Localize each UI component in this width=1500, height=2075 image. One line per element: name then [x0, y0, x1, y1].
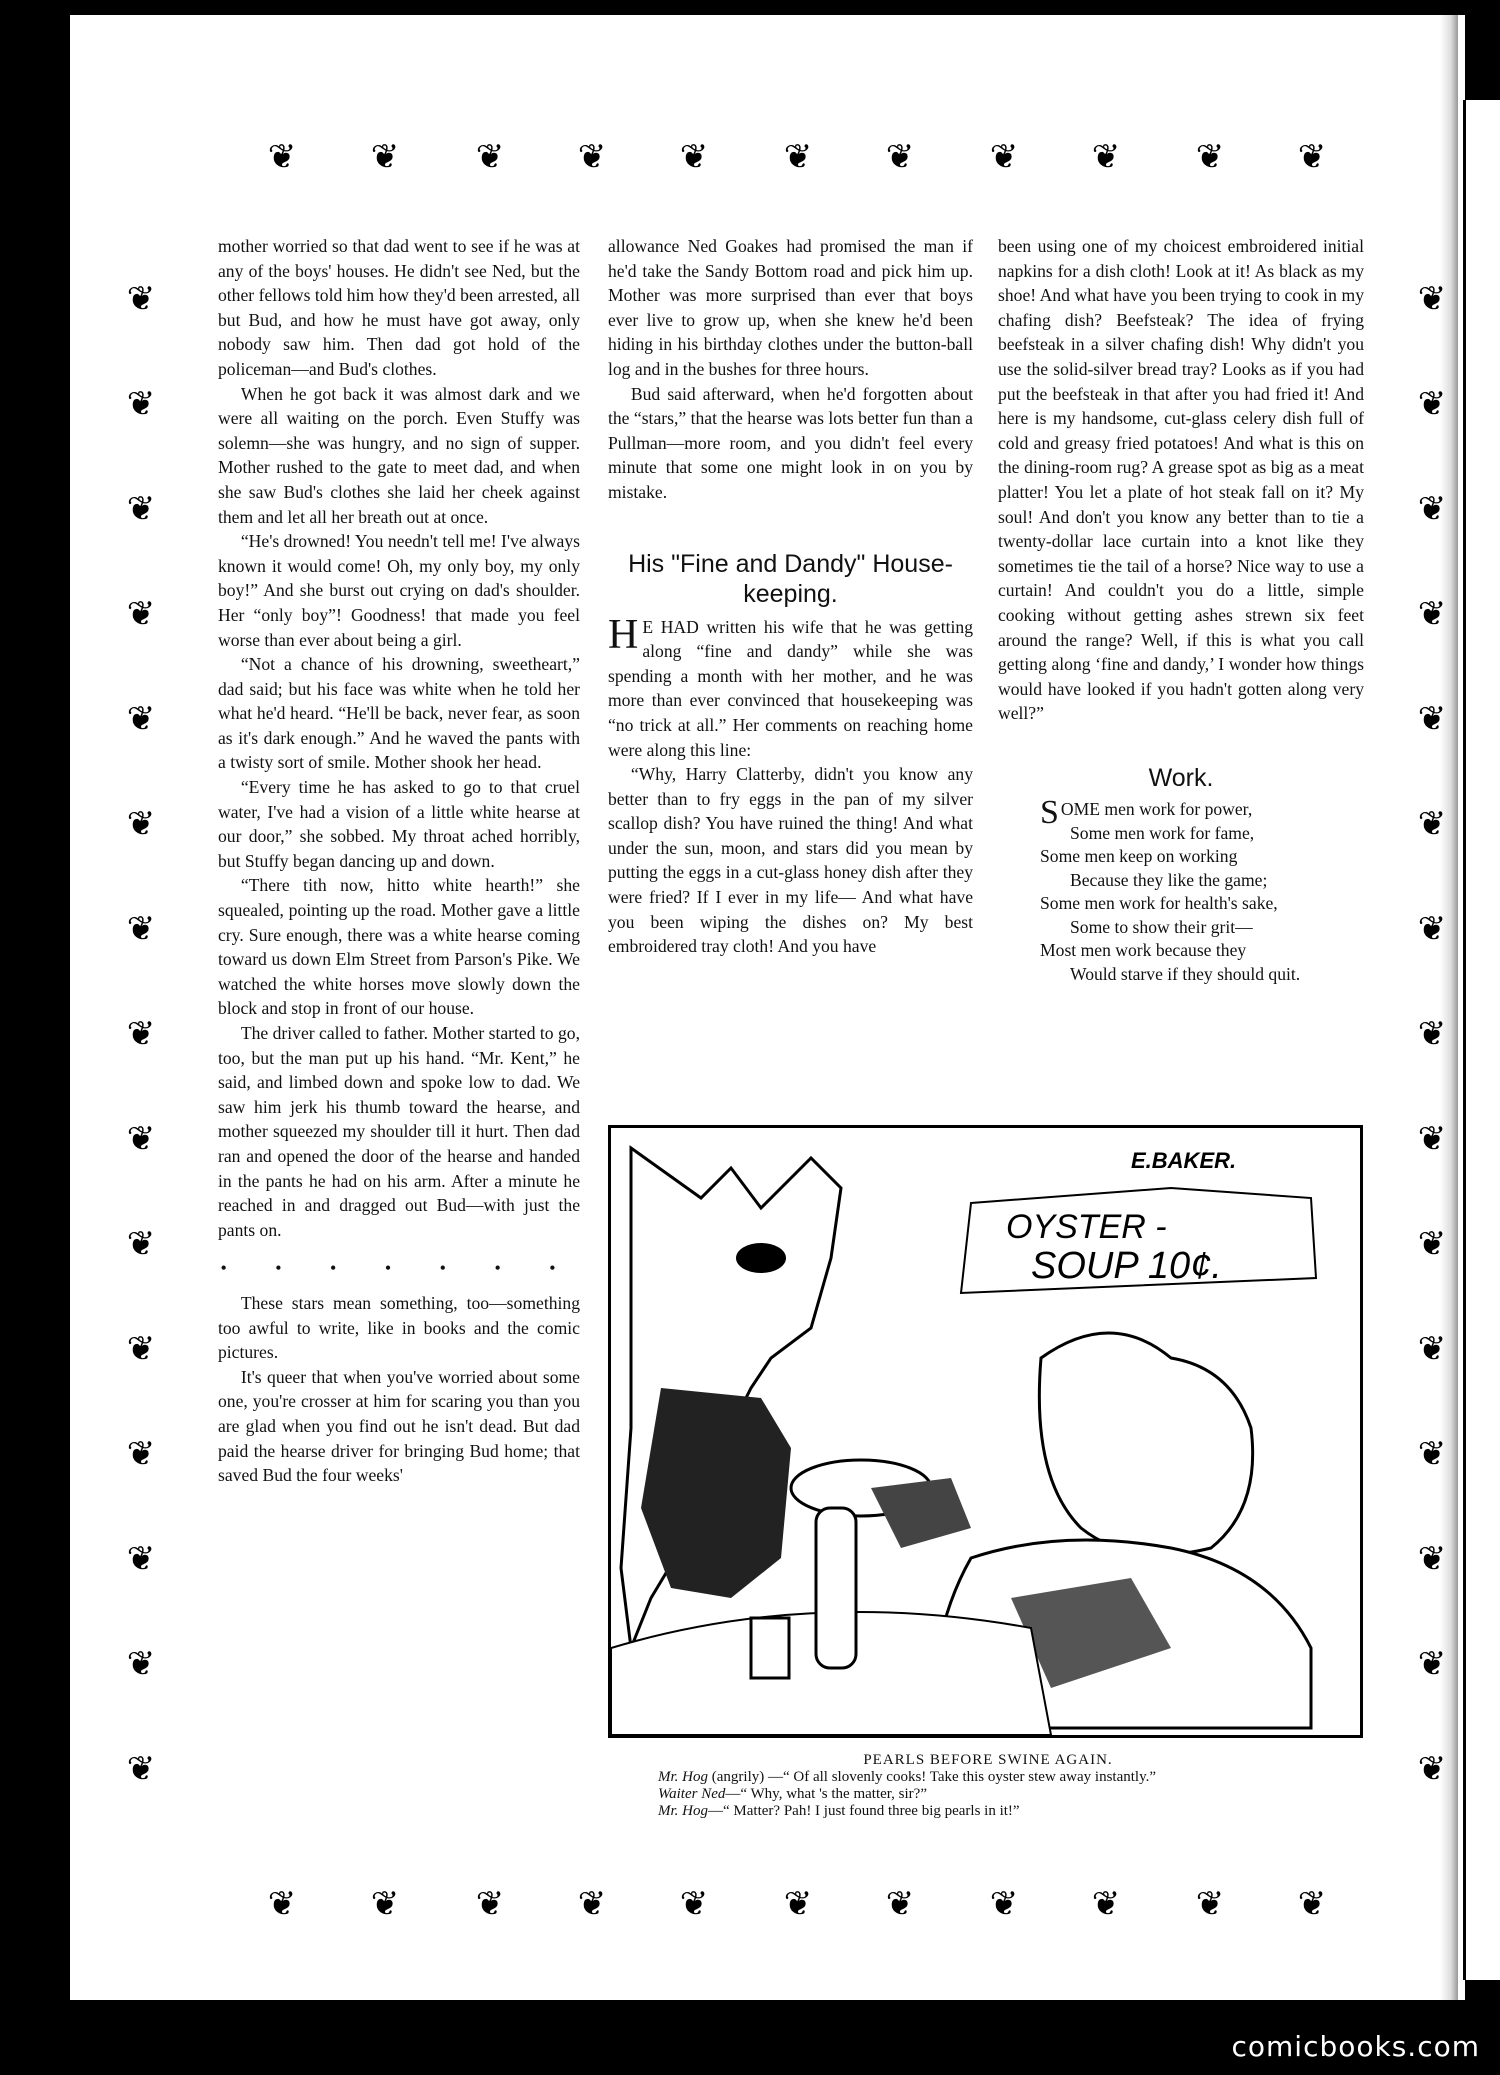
cartoon-illustration: [608, 1125, 1363, 1738]
poem-line: Some men keep on working: [1040, 846, 1238, 867]
caption-line: Mr. Hog—“ Matter? Pah! I just found three big pearls in it!”: [658, 1803, 1020, 1819]
ornament-icon: ❦: [1417, 1226, 1447, 1263]
ornament-icon: ❦: [1417, 1016, 1447, 1053]
paragraph: been using one of my choicest embroidered initial napkins for a dish cloth! Look at it! As black as my shoe! And what have you been trying to cook in my chafing dish? Beefsteak? The idea of frying beefsteak in a silver chafing dish! Why didn't you use the solid-silver bread tray? Looks as if you had put the beefsteak in that after you had fried it! And here is my handsome, cut-glass celery dish full of cold and greasy fried potatoes! And what is this on the dining-room rug? A grease spot as big as a meat platter! You let a plate of hot steak fall on it? My soul! And don't you know any better than to tie a twenty-dollar lace curtain into a knot like they sometimes tie the tail of a horse? Nice way to use a curtain! And couldn't you do a little, simple cooking without getting ashes strewn six feet around the range? Well, if this is what you call getting along ‘fine and dandy,’ I wonder how things would have looked if you hadn't gotten along very well?”: [998, 236, 1364, 724]
ornament-icon: ❦: [783, 1886, 813, 1923]
ornament-icon: ❦: [989, 1886, 1019, 1923]
ornament-icon: ❦: [475, 139, 505, 176]
hog-head: [1039, 1333, 1252, 1555]
ornament-icon: ❦: [126, 806, 156, 843]
ornament-icon: ❦: [1417, 1121, 1447, 1158]
ornament-icon: ❦: [1417, 386, 1447, 423]
ornament-icon: ❦: [885, 139, 915, 176]
paragraph: “Why, Harry Clatterby, didn't you know any better than to fry eggs in the pan of my silver scallop dish? You have ruined the thing! And what under the sun, moon, and stars did you mean by putting the eggs in a cut-glass honey dish after they were fried? If I ever in my life— And what have you been wiping the dishes on? My best embroidered tray cloth! And you have: [608, 764, 973, 957]
paragraph: mother worried so that dad went to see if he was at any of the boys' houses. He didn't see Ned, but the other fellows told him how they'd been arrested, all but Bud, and how he must have got away, only nobody saw him. Then dad got hold of the policeman—and Bud's clothes.: [218, 236, 580, 379]
paragraph: “Every time he has asked to go to that cruel water, I've had a vision of a little white hearse at our door,” she sobbed. My throat ached horribly, but Stuffy began dancing up and down.: [218, 777, 580, 871]
ornament-icon: ❦: [1417, 701, 1447, 738]
ornament-icon: ❦: [1417, 596, 1447, 633]
ornament-icon: ❦: [1417, 806, 1447, 843]
artist-signature: E.BAKER.: [1131, 1148, 1237, 1173]
sign-text-2: SOUP 10¢.: [1031, 1245, 1222, 1287]
column-1: [218, 234, 580, 1488]
caption-line: Mr. Hog (angrily) —“ Of all slovenly cooks! Take this oyster stew away instantly.”: [658, 1769, 1157, 1785]
ornament-icon: ❦: [126, 1751, 156, 1788]
caption-title: PEARLS BEFORE SWINE AGAIN.: [863, 1752, 1113, 1768]
paragraph: “There tith now, hitto white hearth!” she squealed, pointing up the road. Mother gave a little cry. Sure enough, there was a white hearse coming toward us down Elm Street from Parson's Pike. We watched the white horses move slowly down the block and stop in front of our house.: [218, 875, 580, 1019]
lead-text: E HAD written his wife that he was getting along “fine and dandy” while she was spending a month with her mother, and he was more than ever convinced that housekeeping was “no trick at all.” Her comments on reaching home were along this line:: [608, 616, 973, 760]
ornament-icon: ❦: [370, 139, 400, 176]
article-lead: [608, 611, 973, 763]
article-title: His "Fine and Dandy" House-keeping.: [628, 549, 953, 608]
ornament-icon: ❦: [577, 1886, 607, 1923]
ornament-icon: ❦: [126, 281, 156, 318]
poem-line: Because they like the game;: [1070, 869, 1268, 890]
ornament-icon: ❦: [1195, 139, 1225, 176]
column-3: [998, 234, 1364, 986]
ornament-icon: ❦: [783, 139, 813, 176]
donkey-eye: [736, 1243, 786, 1273]
facing-page-edge: [1463, 100, 1500, 1980]
ornament-icon: ❦: [126, 1331, 156, 1368]
poem-line: Some men work for fame,: [1070, 822, 1255, 843]
ornament-icon: ❦: [370, 1886, 400, 1923]
paragraph: These stars mean something, too—something too awful to write, like in books and the comic pictures.: [218, 1292, 580, 1363]
ornament-icon: ❦: [126, 491, 156, 528]
bottle: [816, 1508, 856, 1668]
sign-text-1: OYSTER -: [1006, 1208, 1167, 1246]
drop-cap: H: [608, 611, 639, 658]
paragraph: “Not a chance of his drowning, sweetheart,” dad said; but his face was white when he told her what he'd heard. “He'll be back, never fear, as soon as it's dark enough.” And he waved the pants with a twisty sort of smile. Mother shook her head.: [218, 654, 580, 773]
ornament-icon: ❦: [126, 701, 156, 738]
cartoon-drawing: [611, 1128, 1360, 1735]
ornament-icon: ❦: [475, 1886, 505, 1923]
ornament-icon: ❦: [126, 1121, 156, 1158]
ornament-icon: ❦: [1297, 139, 1327, 176]
paragraph: allowance Ned Goakes had promised the man if he'd take the Sandy Bottom road and pick him up. Mother was more surprised than ever that boys ever live to grow up, when she knew he'd been hiding in his birthday clothes under the button-ball log and in the bushes for three hours.: [608, 236, 973, 379]
ornament-icon: ❦: [126, 1541, 156, 1578]
ornament-icon: ❦: [679, 1886, 709, 1923]
ornament-icon: ❦: [126, 386, 156, 423]
poem-line: Most men work because they: [1040, 940, 1247, 961]
poem-line: Would starve if they should quit.: [1070, 963, 1301, 984]
caption-line: Waiter Ned—“ Why, what 's the matter, sir?”: [658, 1786, 927, 1802]
ornament-icon: ❦: [577, 139, 607, 176]
paragraph: When he got back it was almost dark and we were all waiting on the porch. Even Stuffy was solemn—she was hungry, and no sign of supper. Mother rushed to the gate to meet dad, and when she saw Bud's clothes she laid her cheek against them and let all her breath out at once.: [218, 383, 580, 527]
ornament-icon: ❦: [1297, 1886, 1327, 1923]
column-2: [608, 234, 973, 959]
section-break-stars: • • • • • • •: [220, 1258, 578, 1279]
ornament-icon: ❦: [989, 139, 1019, 176]
glass: [751, 1618, 789, 1678]
waiter-jacket: [641, 1388, 791, 1598]
ornament-icon: ❦: [1417, 1436, 1447, 1473]
ornament-icon: ❦: [1091, 1886, 1121, 1923]
ornament-icon: ❦: [1195, 1886, 1225, 1923]
poem-drop-cap: S: [1040, 794, 1059, 832]
ornament-icon: ❦: [1417, 491, 1447, 528]
ornament-icon: ❦: [1417, 911, 1447, 948]
poem-line: Some to show their grit—: [1070, 916, 1253, 937]
poem-line: Some men work for health's sake,: [1040, 893, 1278, 914]
ornament-icon: ❦: [679, 139, 709, 176]
ornament-icon: ❦: [126, 596, 156, 633]
ornament-icon: ❦: [1417, 281, 1447, 318]
hog-hand: [871, 1478, 971, 1548]
ornament-icon: ❦: [1417, 1751, 1447, 1788]
ornament-icon: ❦: [126, 911, 156, 948]
poem-line: SOME men work for power,: [1040, 794, 1253, 832]
ornament-icon: ❦: [126, 1016, 156, 1053]
paragraph: Bud said afterward, when he'd forgotten about the “stars,” that the hearse was lots better fun than a Pullman—more room, and you didn't feel every minute that some one might look in on you by mistake.: [608, 383, 973, 502]
paragraph: The driver called to father. Mother started to go, too, but the man put up his hand. “Mr. Kent,” he said, and limbed down and spoke low to dad. We saw him jerk his thumb toward the hearse, and mother squeezed my shoulder till it hurt. Then dad ran and opened the door of the hearse and handed in the pants he had on his arm. After a minute he reached in and dragged out Bud—with just the pants on.: [218, 1023, 580, 1240]
ornament-icon: ❦: [1091, 139, 1121, 176]
ornament-icon: ❦: [126, 1436, 156, 1473]
ornament-icon: ❦: [1417, 1646, 1447, 1683]
ornament-icon: ❦: [126, 1226, 156, 1263]
ornament-icon: ❦: [1417, 1541, 1447, 1578]
paragraph: It's queer that when you've worried about some one, you're crosser at him for scaring you than you are glad when you find out he isn't dead. But dad paid the hearse driver for bringing Bud home; that saved Bud the four weeks': [218, 1366, 580, 1486]
poem-title: Work.: [1148, 763, 1214, 792]
watermark: comicbooks.com: [1231, 2030, 1480, 2063]
ornament-icon: ❦: [267, 139, 297, 176]
poem: [1040, 794, 1364, 986]
ornament-icon: ❦: [1417, 1331, 1447, 1368]
ornament-icon: ❦: [126, 1646, 156, 1683]
paragraph: “He's drowned! You needn't tell me! I've always known it would come! Oh, my only boy, my only boy!” And she burst out crying on dad's shoulder. Her “only boy”! Goodness! that made you feel worse than ever about being a girl.: [218, 531, 580, 650]
cartoon-caption: [658, 1752, 1378, 1820]
ornament-icon: ❦: [885, 1886, 915, 1923]
ornament-icon: ❦: [267, 1886, 297, 1923]
